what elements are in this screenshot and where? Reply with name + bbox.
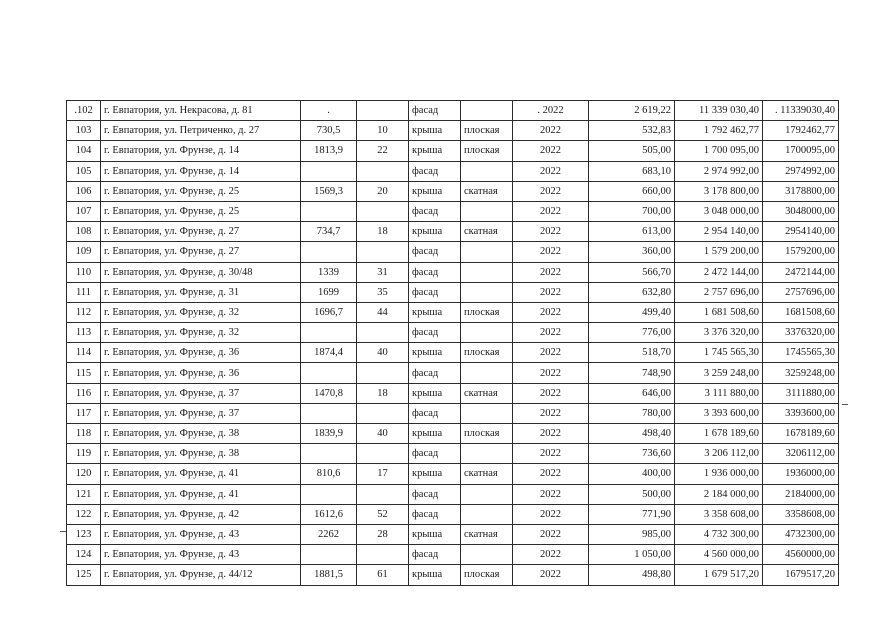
area-cell: 734,7 [301,222,357,242]
area-cell: 1696,7 [301,302,357,322]
total-cost-plain-cell: 3393600,00 [763,403,839,423]
address-cell: г. Евпатория, ул. Фрунзе, д. 32 [101,302,301,322]
area-cell: 730,5 [301,121,357,141]
table-row [67,524,839,544]
document-page [66,100,838,586]
unit-cost-cell: 985,00 [589,524,675,544]
roof-type-cell [461,363,513,383]
address-cell: г. Евпатория, ул. Фрунзе, д. 36 [101,343,301,363]
element-cell: фасад [409,282,461,302]
total-cost-plain-cell: 2184000,00 [763,484,839,504]
unit-cost-cell: 632,80 [589,282,675,302]
total-cost-plain-cell: 2954140,00 [763,222,839,242]
total-cost-plain-cell: 3358608,00 [763,504,839,524]
element-cell: фасад [409,242,461,262]
total-cost-cell: 1 936 000,00 [675,464,763,484]
total-cost-cell: 3 206 112,00 [675,444,763,464]
roof-type-cell: скатная [461,181,513,201]
row-number: 109 [67,242,101,262]
year-cell: 2022 [513,545,589,565]
table-row [67,181,839,201]
address-cell: г. Евпатория, ул. Фрунзе, д. 43 [101,545,301,565]
row-number: 115 [67,363,101,383]
element-cell: фасад [409,545,461,565]
year-cell: 2022 [513,343,589,363]
unit-cost-cell: 505,00 [589,141,675,161]
row-number: 120 [67,464,101,484]
total-cost-plain-cell: 1936000,00 [763,464,839,484]
address-cell: г. Евпатория, ул. Фрунзе, д. 36 [101,363,301,383]
apartments-cell: 18 [357,383,409,403]
area-cell: 1813,9 [301,141,357,161]
table-row [67,222,839,242]
address-cell: г. Евпатория, ул. Фрунзе, д. 37 [101,383,301,403]
roof-type-cell: скатная [461,464,513,484]
row-number: 114 [67,343,101,363]
area-cell: 2262 [301,524,357,544]
element-cell: фасад [409,403,461,423]
apartments-cell [357,363,409,383]
apartments-cell: 28 [357,524,409,544]
roof-type-cell [461,545,513,565]
apartments-cell: 40 [357,343,409,363]
area-cell: . [301,101,357,121]
address-cell: г. Евпатория, ул. Фрунзе, д. 38 [101,444,301,464]
total-cost-plain-cell: 2757696,00 [763,282,839,302]
total-cost-cell: 11 339 030,40 [675,101,763,121]
table-row [67,424,839,444]
table-row [67,302,839,322]
table-row [67,161,839,181]
total-cost-cell: 1 678 189,60 [675,424,763,444]
apartments-cell [357,444,409,464]
unit-cost-cell: 683,10 [589,161,675,181]
total-cost-cell: 3 259 248,00 [675,363,763,383]
total-cost-cell: 1 679 517,20 [675,565,763,585]
area-cell [301,545,357,565]
apartments-cell: 22 [357,141,409,161]
address-cell: г. Евпатория, ул. Фрунзе, д. 31 [101,282,301,302]
roof-type-cell [461,504,513,524]
unit-cost-cell: 566,70 [589,262,675,282]
address-cell: г. Евпатория, ул. Петриченко, д. 27 [101,121,301,141]
scan-mark [60,531,66,532]
year-cell: 2022 [513,161,589,181]
address-cell: г. Евпатория, ул. Фрунзе, д. 32 [101,323,301,343]
total-cost-plain-cell: 2974992,00 [763,161,839,181]
table-row [67,565,839,585]
roof-type-cell [461,323,513,343]
element-cell: фасад [409,444,461,464]
area-cell [301,323,357,343]
roof-type-cell: плоская [461,565,513,585]
element-cell: фасад [409,323,461,343]
roof-type-cell [461,403,513,423]
total-cost-cell: 3 376 320,00 [675,323,763,343]
table-row [67,262,839,282]
address-cell: г. Евпатория, ул. Фрунзе, д. 14 [101,141,301,161]
address-cell: г. Евпатория, ул. Фрунзе, д. 41 [101,464,301,484]
element-cell: фасад [409,161,461,181]
table-row [67,383,839,403]
roof-type-cell [461,161,513,181]
total-cost-plain-cell: 4732300,00 [763,524,839,544]
year-cell: 2022 [513,403,589,423]
year-cell: 2022 [513,323,589,343]
total-cost-cell: 1 579 200,00 [675,242,763,262]
unit-cost-cell: 498,80 [589,565,675,585]
area-cell: 1612,6 [301,504,357,524]
year-cell: 2022 [513,504,589,524]
row-number: 123 [67,524,101,544]
table-row [67,323,839,343]
row-number: 124 [67,545,101,565]
roof-type-cell [461,242,513,262]
year-cell: 2022 [513,484,589,504]
element-cell: крыша [409,181,461,201]
total-cost-cell: 2 757 696,00 [675,282,763,302]
apartments-cell [357,403,409,423]
address-cell: г. Евпатория, ул. Фрунзе, д. 43 [101,524,301,544]
total-cost-plain-cell: 1678189,60 [763,424,839,444]
roof-type-cell [461,262,513,282]
row-number: 110 [67,262,101,282]
row-number: .102 [67,101,101,121]
element-cell: фасад [409,484,461,504]
total-cost-plain-cell: 4560000,00 [763,545,839,565]
total-cost-cell: 3 358 608,00 [675,504,763,524]
area-cell: 1339 [301,262,357,282]
roof-type-cell: скатная [461,222,513,242]
apartments-cell: 10 [357,121,409,141]
total-cost-plain-cell: 1681508,60 [763,302,839,322]
total-cost-plain-cell: 3048000,00 [763,201,839,221]
total-cost-plain-cell: 1700095,00 [763,141,839,161]
roof-type-cell: плоская [461,141,513,161]
element-cell: крыша [409,302,461,322]
year-cell: 2022 [513,444,589,464]
roof-type-cell: плоская [461,343,513,363]
element-cell: крыша [409,524,461,544]
table-row [67,282,839,302]
total-cost-cell: 3 048 000,00 [675,201,763,221]
area-cell: 1874,4 [301,343,357,363]
address-cell: г. Евпатория, ул. Некрасова, д. 81 [101,101,301,121]
total-cost-plain-cell: 3259248,00 [763,363,839,383]
total-cost-cell: 1 745 565,30 [675,343,763,363]
table-row [67,121,839,141]
apartments-cell [357,161,409,181]
element-cell: фасад [409,363,461,383]
unit-cost-cell: 498,40 [589,424,675,444]
table-body [67,101,839,586]
address-cell: г. Евпатория, ул. Фрунзе, д. 41 [101,484,301,504]
year-cell: 2022 [513,302,589,322]
area-cell: 1699 [301,282,357,302]
element-cell: крыша [409,424,461,444]
apartments-cell: 35 [357,282,409,302]
apartments-cell: 20 [357,181,409,201]
address-cell: г. Евпатория, ул. Фрунзе, д. 30/48 [101,262,301,282]
roof-type-cell: плоская [461,121,513,141]
element-cell: фасад [409,262,461,282]
element-cell: крыша [409,464,461,484]
unit-cost-cell: 660,00 [589,181,675,201]
address-cell: г. Евпатория, ул. Фрунзе, д. 14 [101,161,301,181]
total-cost-cell: 1 700 095,00 [675,141,763,161]
total-cost-plain-cell: 1745565,30 [763,343,839,363]
total-cost-plain-cell: 3376320,00 [763,323,839,343]
roof-type-cell [461,101,513,121]
table-row [67,201,839,221]
total-cost-plain-cell: 1579200,00 [763,242,839,262]
unit-cost-cell: 771,90 [589,504,675,524]
apartments-cell: 17 [357,464,409,484]
table-row [67,363,839,383]
row-number: 103 [67,121,101,141]
table-row [67,242,839,262]
year-cell: 2022 [513,242,589,262]
year-cell: 2022 [513,464,589,484]
element-cell: фасад [409,201,461,221]
apartments-cell [357,242,409,262]
address-cell: г. Евпатория, ул. Фрунзе, д. 38 [101,424,301,444]
element-cell: фасад [409,101,461,121]
row-number: 107 [67,201,101,221]
table-row [67,444,839,464]
year-cell: 2022 [513,282,589,302]
unit-cost-cell: 532,83 [589,121,675,141]
row-number: 113 [67,323,101,343]
table-row [67,484,839,504]
roof-type-cell [461,201,513,221]
address-cell: г. Евпатория, ул. Фрунзе, д. 27 [101,222,301,242]
apartments-cell: 31 [357,262,409,282]
total-cost-cell: 4 732 300,00 [675,524,763,544]
area-cell [301,363,357,383]
area-cell [301,242,357,262]
row-number: 104 [67,141,101,161]
area-cell [301,161,357,181]
unit-cost-cell: 1 050,00 [589,545,675,565]
year-cell: 2022 [513,201,589,221]
apartments-cell [357,101,409,121]
roof-type-cell: скатная [461,383,513,403]
year-cell: 2022 [513,121,589,141]
element-cell: крыша [409,343,461,363]
table-row [67,545,839,565]
unit-cost-cell: 500,00 [589,484,675,504]
table-row [67,403,839,423]
row-number: 122 [67,504,101,524]
repair-registry-table [66,100,839,586]
row-number: 118 [67,424,101,444]
apartments-cell [357,545,409,565]
unit-cost-cell: 646,00 [589,383,675,403]
row-number: 116 [67,383,101,403]
year-cell: 2022 [513,222,589,242]
year-cell: 2022 [513,383,589,403]
element-cell: крыша [409,121,461,141]
apartments-cell: 40 [357,424,409,444]
roof-type-cell [461,282,513,302]
roof-type-cell [461,444,513,464]
row-number: 121 [67,484,101,504]
area-cell [301,484,357,504]
address-cell: г. Евпатория, ул. Фрунзе, д. 27 [101,242,301,262]
area-cell: 1881,5 [301,565,357,585]
total-cost-cell: 2 472 144,00 [675,262,763,282]
total-cost-cell: 4 560 000,00 [675,545,763,565]
unit-cost-cell: 748,90 [589,363,675,383]
element-cell: крыша [409,383,461,403]
unit-cost-cell: 613,00 [589,222,675,242]
total-cost-cell: 1 681 508,60 [675,302,763,322]
element-cell: крыша [409,565,461,585]
address-cell: г. Евпатория, ул. Фрунзе, д. 37 [101,403,301,423]
roof-type-cell [461,484,513,504]
area-cell [301,444,357,464]
row-number: 112 [67,302,101,322]
row-number: 108 [67,222,101,242]
year-cell: 2022 [513,363,589,383]
element-cell: крыша [409,222,461,242]
row-number: 125 [67,565,101,585]
row-number: 111 [67,282,101,302]
area-cell [301,403,357,423]
unit-cost-cell: 700,00 [589,201,675,221]
apartments-cell: 44 [357,302,409,322]
year-cell: . 2022 [513,101,589,121]
row-number: 119 [67,444,101,464]
total-cost-cell: 2 974 992,00 [675,161,763,181]
row-number: 105 [67,161,101,181]
year-cell: 2022 [513,181,589,201]
unit-cost-cell: 2 619,22 [589,101,675,121]
total-cost-cell: 2 184 000,00 [675,484,763,504]
year-cell: 2022 [513,565,589,585]
apartments-cell: 52 [357,504,409,524]
apartments-cell [357,201,409,221]
element-cell: крыша [409,141,461,161]
row-number: 117 [67,403,101,423]
year-cell: 2022 [513,524,589,544]
table-row [67,141,839,161]
total-cost-plain-cell: . 11339030,40 [763,101,839,121]
unit-cost-cell: 518,70 [589,343,675,363]
total-cost-plain-cell: 1679517,20 [763,565,839,585]
table-row [67,464,839,484]
area-cell: 1470,8 [301,383,357,403]
unit-cost-cell: 360,00 [589,242,675,262]
roof-type-cell: плоская [461,302,513,322]
address-cell: г. Евпатория, ул. Фрунзе, д. 25 [101,201,301,221]
apartments-cell [357,323,409,343]
area-cell: 810,6 [301,464,357,484]
address-cell: г. Евпатория, ул. Фрунзе, д. 44/12 [101,565,301,585]
total-cost-cell: 3 393 600,00 [675,403,763,423]
scan-mark [842,404,848,405]
total-cost-plain-cell: 3206112,00 [763,444,839,464]
total-cost-cell: 1 792 462,77 [675,121,763,141]
element-cell: фасад [409,504,461,524]
address-cell: г. Евпатория, ул. Фрунзе, д. 25 [101,181,301,201]
row-number: 106 [67,181,101,201]
area-cell: 1569,3 [301,181,357,201]
total-cost-cell: 2 954 140,00 [675,222,763,242]
total-cost-cell: 3 111 880,00 [675,383,763,403]
total-cost-plain-cell: 3178800,00 [763,181,839,201]
roof-type-cell: плоская [461,424,513,444]
year-cell: 2022 [513,262,589,282]
total-cost-cell: 3 178 800,00 [675,181,763,201]
year-cell: 2022 [513,424,589,444]
apartments-cell: 18 [357,222,409,242]
total-cost-plain-cell: 3111880,00 [763,383,839,403]
unit-cost-cell: 780,00 [589,403,675,423]
apartments-cell [357,484,409,504]
unit-cost-cell: 499,40 [589,302,675,322]
table-row [67,101,839,121]
year-cell: 2022 [513,141,589,161]
area-cell: 1839,9 [301,424,357,444]
roof-type-cell: скатная [461,524,513,544]
unit-cost-cell: 736,60 [589,444,675,464]
table-row [67,504,839,524]
total-cost-plain-cell: 2472144,00 [763,262,839,282]
unit-cost-cell: 776,00 [589,323,675,343]
total-cost-plain-cell: 1792462,77 [763,121,839,141]
unit-cost-cell: 400,00 [589,464,675,484]
apartments-cell: 61 [357,565,409,585]
area-cell [301,201,357,221]
table-row [67,343,839,363]
address-cell: г. Евпатория, ул. Фрунзе, д. 42 [101,504,301,524]
